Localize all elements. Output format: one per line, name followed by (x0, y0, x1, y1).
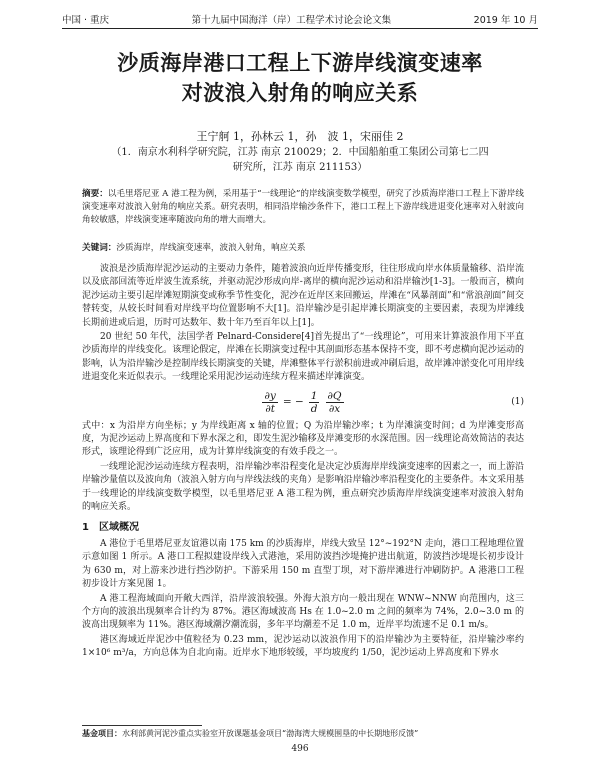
footnote-rule (82, 725, 202, 726)
eq-rhs2-numerator: ∂Q (327, 390, 342, 403)
eq-rhs1-denominator: d (310, 403, 318, 416)
running-header (62, 12, 538, 28)
header-rule (62, 28, 538, 29)
header-location: 中国 · 重庆 (62, 15, 110, 26)
header-date: 2019 年 10 月 (473, 15, 538, 26)
paragraph-1: 波浪是沙质海岸泥沙运动的主要动力条件，随着波浪向近岸传播变形，往往形成向岸水体质量输移、沿岸流以及底部回流等近岸波生流系统，并驱动泥沙形成向岸-离岸的横向泥沙运动和沿岸输沙[1-3]。一般而言，横向泥沙运动主要引起岸滩短期演变或称季节性变化，泥沙在近岸区来回搬运，岸滩在“风暴剖面”和“常浪剖面”间交替转变，从较长时间看对岸线平均位置影响不大[1]。沿岸输沙是引起岸滩长期演变的主要因素，表现为岸滩线长期前进或后退，历时可达数年、数十年乃至百年以上[1]。 (82, 264, 524, 328)
eq-rhs-fraction-1 (309, 390, 320, 415)
equation-1 (82, 386, 524, 420)
paragraph-7: 港区海域近岸泥沙中值粒径为 0.23 mm，泥沙运动以波浪作用下的沿岸输沙为主要特征，沿岸输沙率约 1×10⁶ m³/a，方向总体为自北向南。近岸水下地形较缓，平均坡度约 1/50，泥沙运动上界高度和下界水 (82, 634, 524, 659)
abstract-label: 摘要： (82, 189, 108, 199)
paper-title (0, 48, 600, 108)
paragraph-5: A 港位于毛里塔尼亚友谊港以南 175 km 的沙质海岸，岸线大致呈 12°~192°N 走向，港口工程地理位置示意如图 1 所示。A 港口工程拟建设岸线入式港池，采用防波挡沙堤掩护进出航道，防波挡沙堤堤长初步设计为 630 m，对上游来沙进行挡沙防护。下游采用 150 m 直型丁坝，对下游岸滩进行冲刷防护。A 港港口工程初步设计方案见图 1。 (82, 538, 524, 590)
paragraph-4: 一线理论泥沙运动连续方程表明，沿岸输沙率沿程变化是决定沙质海岸岸线演变速率的因素之一，而上游沿岸输沙量值以及波向角（波浪入射方向与岸线法线的夹角）是影响沿岸输沙率沿程变化的主要条件。本文采用基于一线理论的岸线演变数学模型，以毛里塔尼亚 A 港工程为例，重点研究沙质海岸岸线演变速率对波浪入射角的响应关系。 (82, 461, 524, 513)
title-line-1: 沙质海岸港口工程上下游岸线演变速率 (117, 51, 483, 75)
paragraph-3: 式中：x 为沿岸方向坐标；y 为岸线距离 x 轴的位置；Q 为沿岸输沙率；t 为岸滩演变时间；d 为岸滩变形高度，为泥沙运动上界高度和下界水深之和，即发生泥沙输移及岸滩变形的水深范围。因一线理论高效简洁的表达形式，该理论得到广泛应用，成为计算岸线演变的有效手段之一。 (82, 420, 524, 458)
eq-rhs2-denominator: ∂x (328, 403, 341, 416)
eq-lhs-denominator: ∂t (265, 403, 275, 416)
footnote-text: 水利部黄河泥沙重点实验室开放课题基金项目“渤海湾大规模围垦的中长期地形反馈” (122, 729, 419, 738)
body-text (82, 263, 524, 662)
eq-equals: = − (282, 395, 304, 408)
abstract-text: 以毛里塔尼亚 A 港工程为例，采用基于“一线理论”的岸线演变数学模型，研究了沙质海岸港口工程上下游岸线演变速率对波浪入射角的响应关系。研究表明，相同沿岸输沙条件下，港口工程上下游岸线进退变化速率对入射波向角较敏感，岸线演变速率随波向角的增大而增大。 (82, 189, 524, 225)
keywords (82, 242, 524, 255)
section-heading-1: 1 区域概况 (82, 521, 139, 533)
equation-number: (1) (511, 396, 524, 407)
eq-lhs-numerator: ∂y (264, 390, 276, 403)
abstract (82, 188, 524, 227)
footnote-label: 基金项目： (82, 729, 122, 738)
title-line-2: 对波浪入射角的响应关系 (181, 81, 419, 105)
keywords-text: 沙质海岸，岸线演变速率，波浪入射角，响应关系 (116, 243, 306, 253)
affiliation: （1．南京水利科学研究院，江苏 南京 210029；2．中国船舶重工集团公司第七二四研究所，江苏 南京 211153） (111, 147, 489, 173)
header-proceedings: 第十九届中国海洋（岸）工程学术讨论会论文集 (191, 15, 392, 26)
keywords-label: 关键词： (82, 243, 117, 253)
eq-rhs-fraction-2 (326, 390, 344, 415)
footnote (82, 728, 524, 739)
authors: 王宁舸 1，孙林云 1，孙 波 1，宋丽佳 2 (196, 130, 404, 143)
eq-lhs-fraction (262, 390, 277, 415)
paragraph-6: A 港工程海域面向开敞大西洋，沿岸波浪较强。外海大浪方向一般出现在 WNW~NNW 向范围内，这三个方向的波浪出现频率合计约为 87%。港区海域波高 Hs 在 1.0~2.0 m 之间的频率为 74%，2.0~3.0 m 的波高出现频率为 11%。港区海域潮汐潮流弱，多年平均潮差不足 1.0 m，近岸平均流速不足 0.1 m/s。 (82, 593, 524, 631)
paragraph-2: 20 世纪 50 年代，法国学者 Pelnard-Considere[4]首先提出了“一线理论”，可用来计算波浪作用下平直沙质海岸的岸线变化。该理论假定，岸滩在长期演变过程中其剖面形态基本保持不变，即不考虑横向泥沙运动的影响，认为沿岸输沙是控制岸线长期演变的关键，岸滩整体平行淤积前进或冲刷后退，故岸滩冲淤变化可用岸线进退变化来近似表示。一线理论采用泥沙运动连续方程来描述岸滩演变。 (82, 332, 524, 383)
eq-rhs1-numerator: 1 (310, 390, 318, 403)
page-number: 496 (291, 744, 309, 754)
